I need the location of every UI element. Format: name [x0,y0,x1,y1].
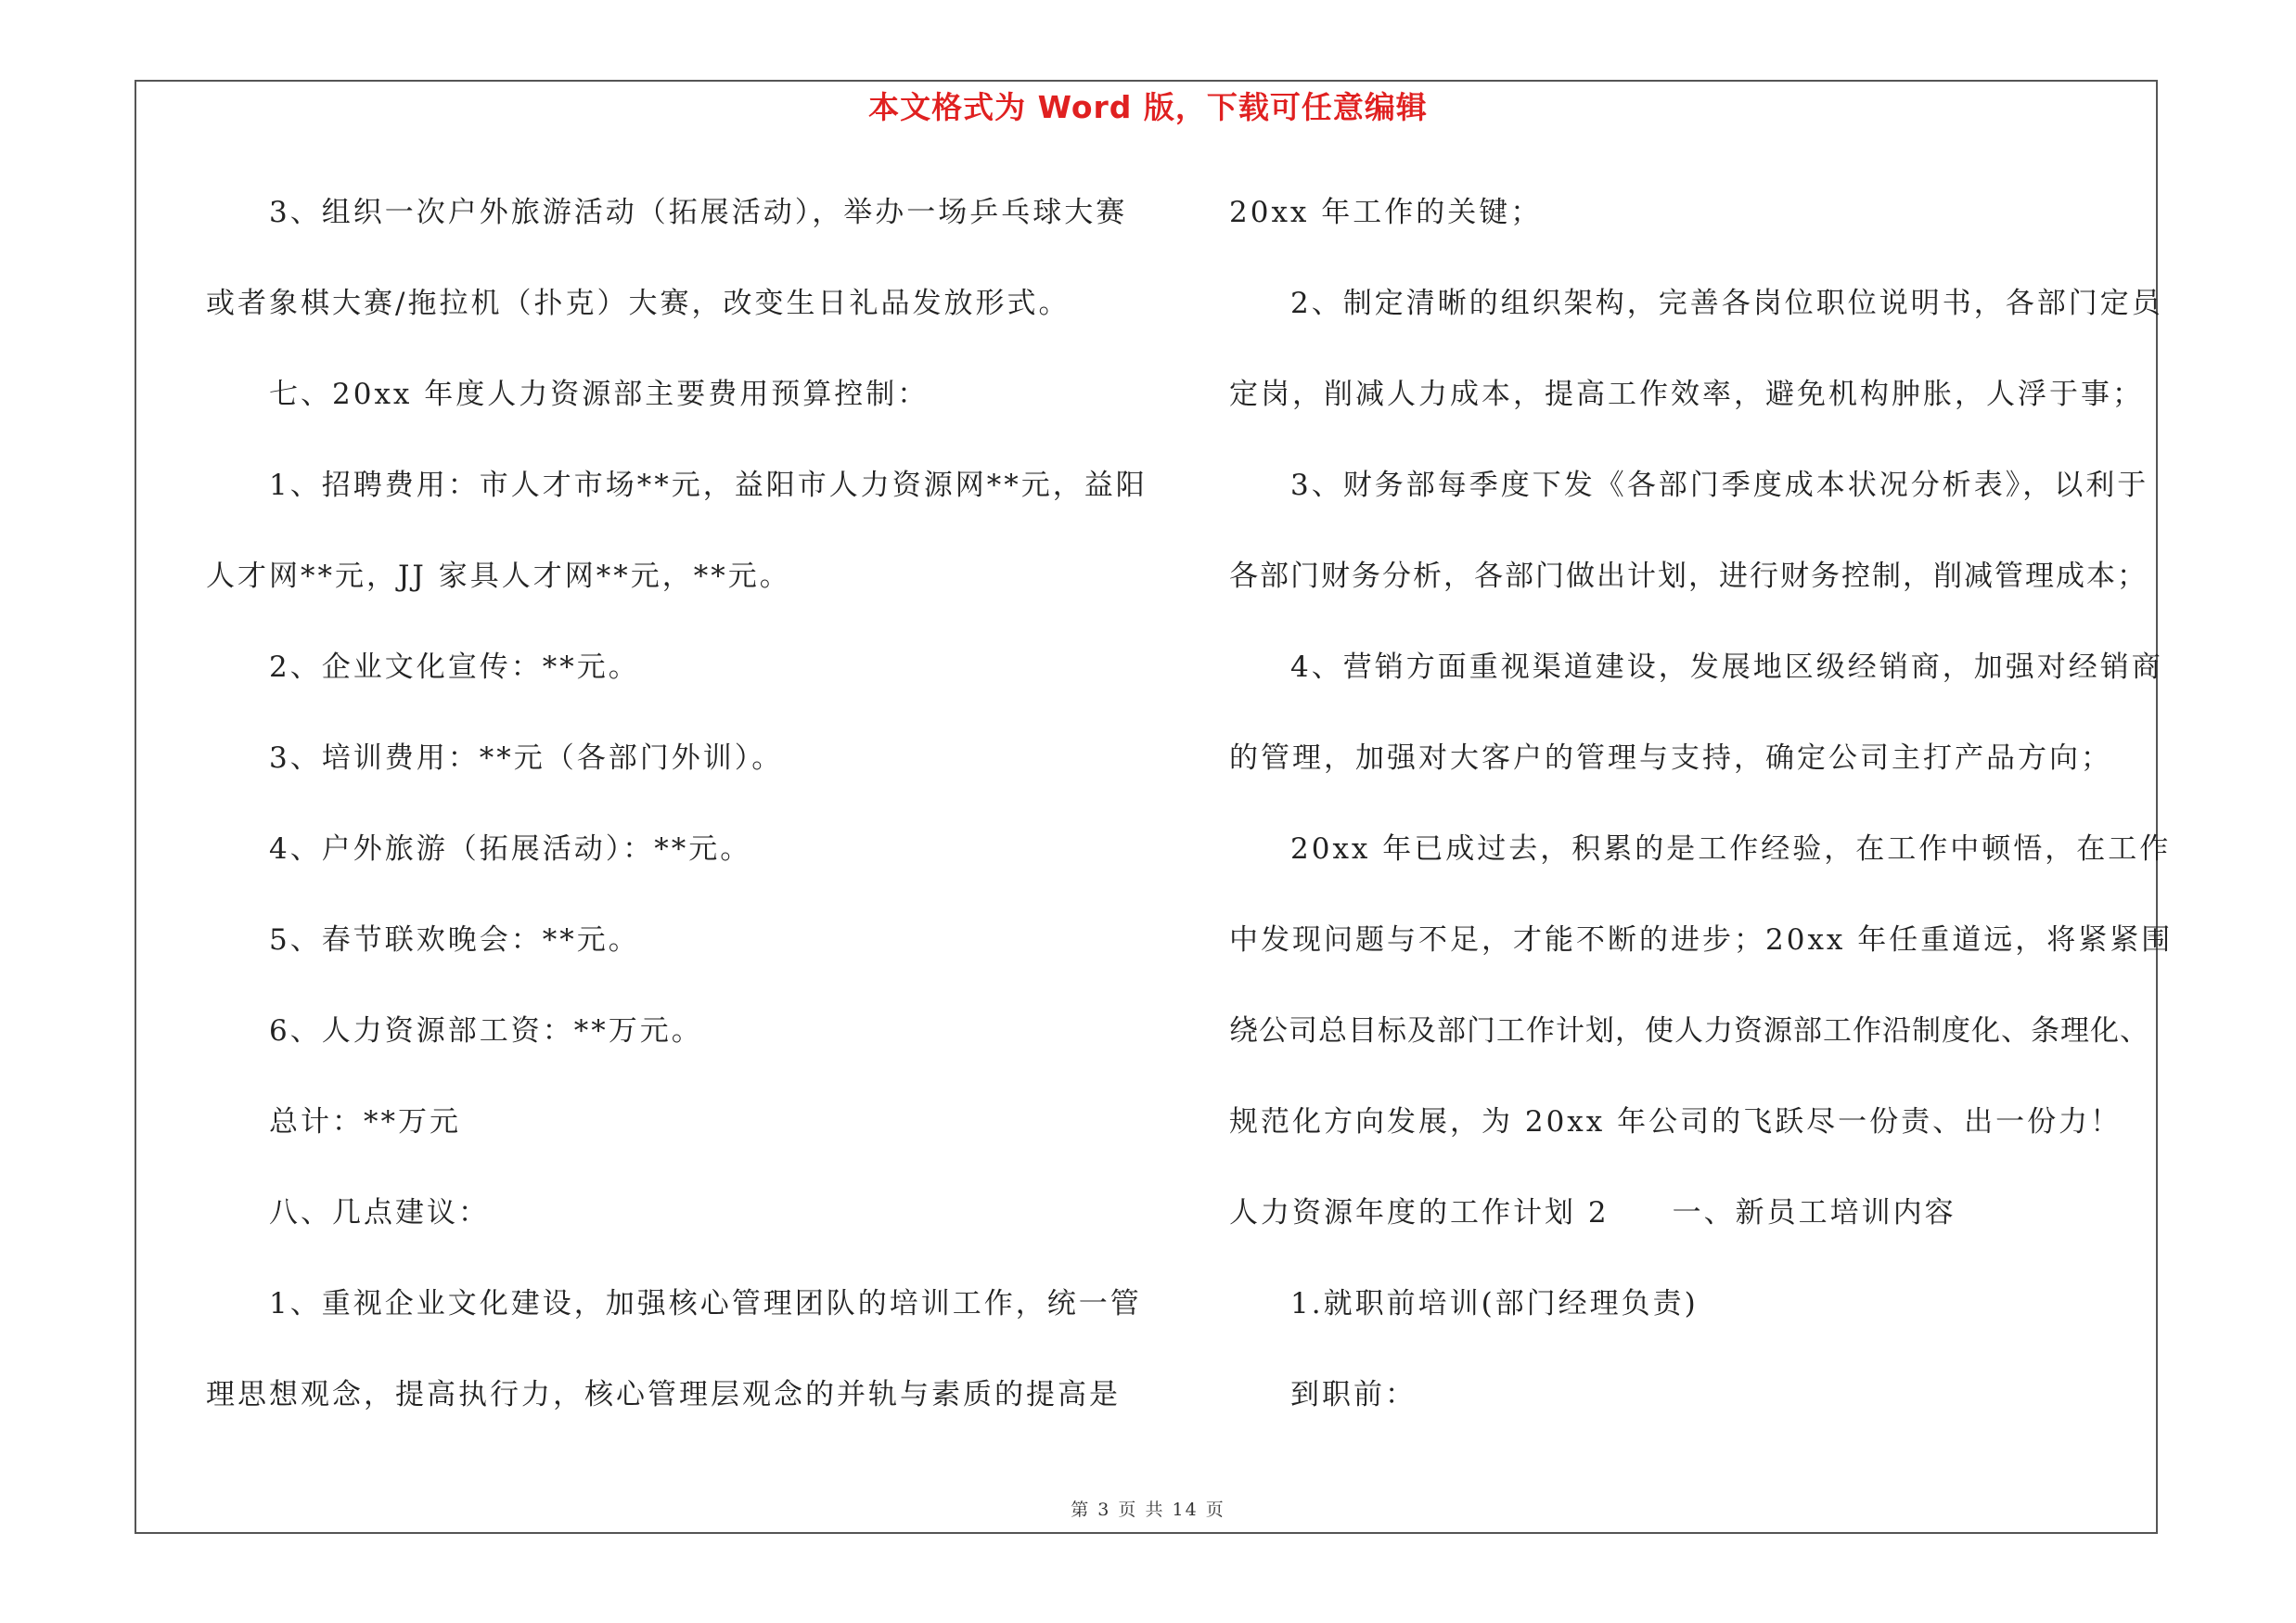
paragraph-line: 20xx 年已成过去，积累的是工作经验，在工作中顿悟，在工作 [1290,832,2172,866]
paragraph-line: 中发现问题与不足，才能不断的进步；20xx 年任重道远，将紧紧围 [1229,923,2174,957]
paragraph-line: 3、培训费用：**元（各部门外训）。 [269,741,784,775]
paragraph-line: 各部门财务分析，各部门做出计划，进行财务控制，削减管理成本； [1229,560,2148,593]
paragraph-line: 4、营销方面重视渠道建设，发展地区级经销商，加强对经销商 [1290,650,2163,684]
paragraph-line: 人才网**元，JJ 家具人才网**元，**元。 [206,560,791,593]
paragraph-line: 或者象棋大赛/拖拉机（扑克）大赛，改变生日礼品发放形式。 [206,287,1071,320]
paragraph-line: 1.就职前培训(部门经理负责) [1290,1287,1699,1320]
paragraph-line: 到职前： [1290,1378,1417,1411]
section-heading: 八、几点建议： [269,1196,490,1230]
paragraph-line: 理思想观念，提高执行力，核心管理层观念的并轨与素质的提高是 [206,1378,1121,1411]
paragraph-line: 总计：**万元 [269,1105,461,1139]
paragraph-line: 的管理，加强对大客户的管理与支持，确定公司主打产品方向； [1229,741,2112,775]
page-number: 第 3 页 共 14 页 [1071,1500,1225,1520]
paragraph-line: 七、20xx 年度人力资源部主要费用预算控制： [269,378,930,411]
paragraph-line: 规范化方向发展，为 20xx 年公司的飞跃尽一份责、出一份力！ [1229,1105,2123,1139]
paragraph-line: 5、春节联欢晚会：**元。 [269,923,640,957]
paragraph-line: 绕公司总目标及部门工作计划，使人力资源部工作沿制度化、条理化、 [1229,1014,2149,1048]
paragraph-line: 2、制定清晰的组织架构，完善各岗位职位说明书，各部门定员 [1290,287,2163,320]
section-heading: 人力资源年度的工作计划 2 一、新员工培训内容 [1229,1196,1956,1230]
paragraph-line: 2、企业文化宣传：**元。 [269,650,640,684]
document-banner: 本文格式为 Word 版，下载可任意编辑 [868,89,1428,125]
paragraph-line: 20xx 年工作的关键； [1229,196,1543,229]
paragraph-line: 3、财务部每季度下发《各部门季度成本状况分析表》，以利于 [1290,469,2149,502]
paragraph-line: 3、组织一次户外旅游活动（拓展活动），举办一场乒乓球大赛 [269,196,1128,229]
paragraph-line: 1、招聘费用：市人才市场**元，益阳市人力资源网**元，益阳 [269,469,1148,502]
paragraph-line: 1、重视企业文化建设，加强核心管理团队的培训工作，统一管 [269,1287,1142,1320]
paragraph-line: 定岗，削减人力成本，提高工作效率，避免机构肿胀，人浮于事； [1229,378,2144,411]
paragraph-line: 4、户外旅游（拓展活动）：**元。 [269,832,752,866]
paragraph-line: 6、人力资源部工资：**万元。 [269,1014,703,1048]
